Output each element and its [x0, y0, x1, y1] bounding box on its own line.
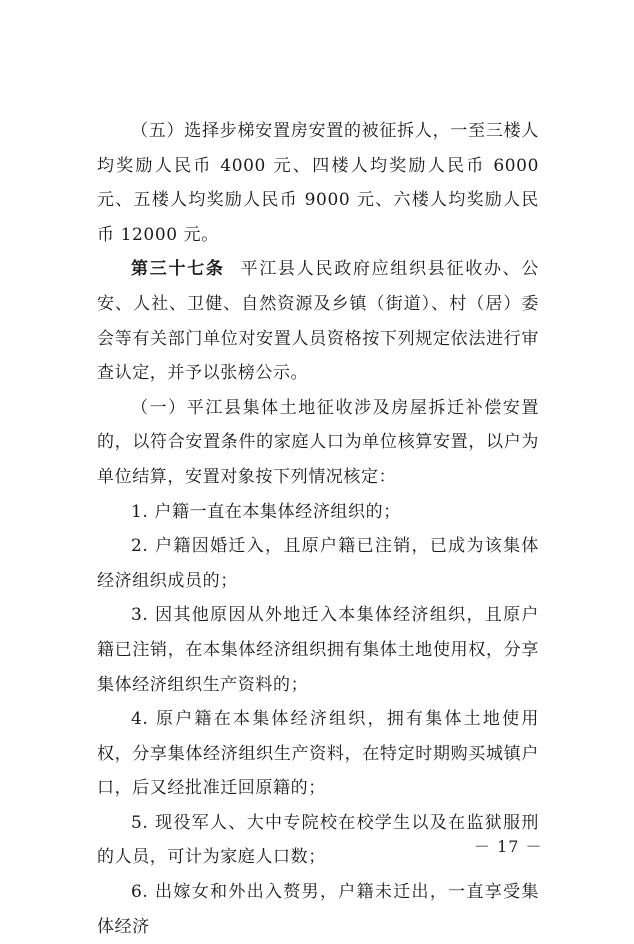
- article-37: [97, 252, 539, 390]
- article-title: 第三十七条: [131, 259, 225, 280]
- section-1: （一）平江县集体土地征收涉及房屋拆迁补偿安置的，以符合安置条件的家庭人口为单位核算安置，以户为单位结算，安置对象按下列情况核定：: [97, 397, 539, 487]
- list-item-4: 4. 原户籍在本集体经济组织，拥有集体土地使用权，分享集体经济组织生产资料，在特定时期购买城镇户口，后又经批准迁回原籍的；: [97, 709, 539, 799]
- document-body: [97, 114, 539, 944]
- list-item-5: 5. 现役军人、大中专院校在校学生以及在监狱服刑的人员，可计为家庭人口数；: [97, 812, 539, 868]
- list-item-2: 2. 户籍因婚迁入，且原户籍已注销，已成为该集体经济组织成员的；: [97, 536, 539, 591]
- list-item-1: 1. 户籍一直在本集体经济组织的；: [131, 501, 401, 522]
- article-text: 平江县人民政府应组织县征收办、公安、人社、卫健、自然资源及乡镇（街道）、村（居）委会等有关部门单位对安置人员资格按下列规定依法进行审查认定，并予以张榜公示。: [97, 259, 540, 384]
- list-item-6: 6. 出嫁女和外出入赘男，户籍未迁出，一直享受集体经济: [97, 882, 539, 937]
- page-number: － 17 －: [474, 837, 543, 856]
- paragraph-item-5: （五）选择步梯安置房安置的被征拆人，一至三楼人均奖励人民币 4000 元、四楼人均奖励人民币 6000 元、五楼人均奖励人民币 9000 元、六楼人均奖励人民币 12000 元。: [97, 121, 539, 245]
- list-item-3: 3. 因其他原因从外地迁入本集体经济组织，且原户籍已注销，在本集体经济组织拥有集体土地使用权，分享集体经济组织生产资料的；: [97, 605, 539, 695]
